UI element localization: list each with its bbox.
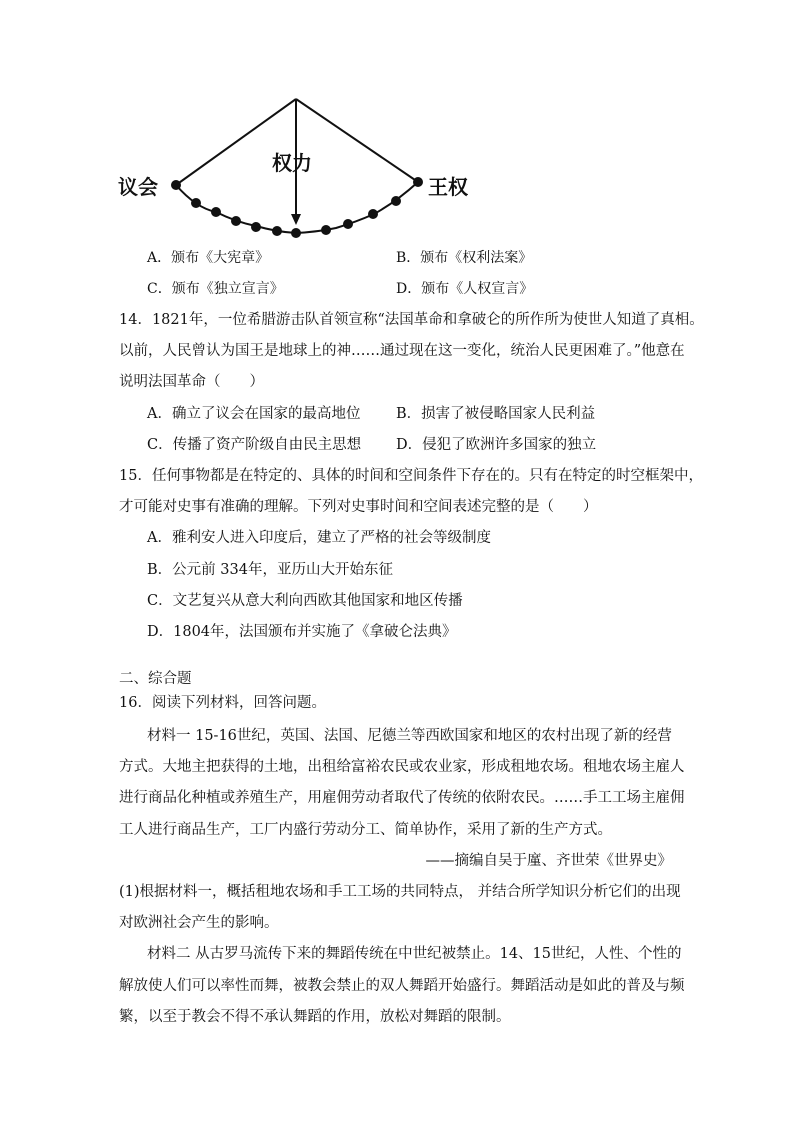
power-arrow-head — [291, 214, 301, 225]
bead — [391, 196, 401, 206]
bead — [343, 219, 353, 229]
bead — [171, 180, 181, 190]
q15-stem-line2: 才可能对史事有准确的理解。下列对史事时间和空间表述完整的是（ ） — [119, 499, 598, 515]
material1-line2: 方式。大地主把获得的土地，出租给富裕农民或农业家，形成租地农场。租地农场主雇人 — [119, 759, 685, 775]
q14-option-c: C．传播了资产阶级自由民主思想 — [147, 437, 362, 453]
material2-line3: 繁，以至于教会不得不承认舞蹈的作用，放松对舞蹈的限制。 — [119, 1009, 511, 1025]
material1-line4: 工人进行商品生产，工厂内盛行劳动分工、简单协作，采用了新的生产方式。 — [119, 822, 612, 838]
bead — [321, 225, 331, 235]
material1-source: ——摘编自吴于廑、齐世荣《世界史》 — [425, 853, 672, 869]
q14-stem-line3: 说明法国革命（ ） — [119, 374, 264, 390]
q15-option-d: D．1804年，法国颁布并实施了《拿破仑法典》 — [147, 624, 457, 640]
label-parliament: 议会 — [118, 175, 158, 199]
label-power: 权力 — [272, 151, 312, 175]
material1-line3: 进行商品化种植或养殖生产，用雇佣劳动者取代了传统的依附农民。……手工工场主雇佣 — [119, 790, 685, 806]
diagram-svg — [112, 90, 492, 245]
material1-line1: 材料一 15-16世纪，英国、法国、尼德兰等西欧国家和地区的农村出现了新的经营 — [147, 728, 672, 744]
right-arm-line — [296, 99, 418, 182]
bead — [231, 216, 241, 226]
material2-line2: 解放使人们可以率性而舞，被教会禁止的双人舞蹈开始盛行。舞蹈活动是如此的普及与频 — [119, 978, 685, 994]
bead — [413, 177, 423, 187]
q15-option-b: B．公元前 334年，亚历山大开始东征 — [147, 562, 393, 578]
bead — [251, 222, 261, 232]
q14-stem-line1: 14．1821年，一位希腊游击队首领宣称“法国革命和拿破仑的所作所为使世人知道了真相。 — [119, 312, 704, 328]
subquestion1-line1: (1)根据材料一，概括租地农场和手工工场的共同特点， 并结合所学知识分析它们的出现 — [119, 884, 681, 900]
q14-option-d: D．侵犯了欧洲许多国家的独立 — [396, 437, 597, 453]
q13-option-a: A．颁布《大宪章》 — [147, 250, 270, 266]
q14-stem-line2: 以前，人民曾认为国王是地球上的神……通过现在这一变化，统治人民更困难了。”他意在 — [119, 343, 685, 359]
q13-option-d: D．颁布《人权宣言》 — [396, 281, 534, 297]
label-crown: 王权 — [428, 175, 468, 199]
q16-title: 16．阅读下列材料，回答问题。 — [119, 695, 326, 711]
bead — [211, 207, 221, 217]
q15-option-a: A．雅利安人进入印度后，建立了严格的社会等级制度 — [147, 530, 491, 546]
bead — [191, 198, 201, 208]
q13-option-b: B．颁布《权利法案》 — [396, 250, 533, 266]
bead — [272, 226, 282, 236]
q14-option-a: A．确立了议会在国家的最高地位 — [147, 406, 361, 422]
bead — [368, 209, 378, 219]
material2-line1: 材料二 从古罗马流传下来的舞蹈传统在中世纪被禁止。14、15世纪，人性、个性的 — [147, 946, 682, 962]
power-balance-diagram — [112, 90, 492, 245]
section-heading: 二、综合题 — [119, 671, 192, 687]
bead — [291, 228, 301, 238]
subquestion1-line2: 对欧洲社会产生的影响。 — [119, 915, 279, 931]
q14-option-b: B．损害了被侵略国家人民利益 — [396, 406, 596, 422]
q13-option-c: C．颁布《独立宣言》 — [147, 281, 284, 297]
q15-stem-line1: 15．任何事物都是在特定的、具体的时间和空间条件下存在的。只有在特定的时空框架中， — [119, 468, 703, 484]
q15-option-c: C．文艺复兴从意大利向西欧其他国家和地区传播 — [147, 593, 463, 609]
